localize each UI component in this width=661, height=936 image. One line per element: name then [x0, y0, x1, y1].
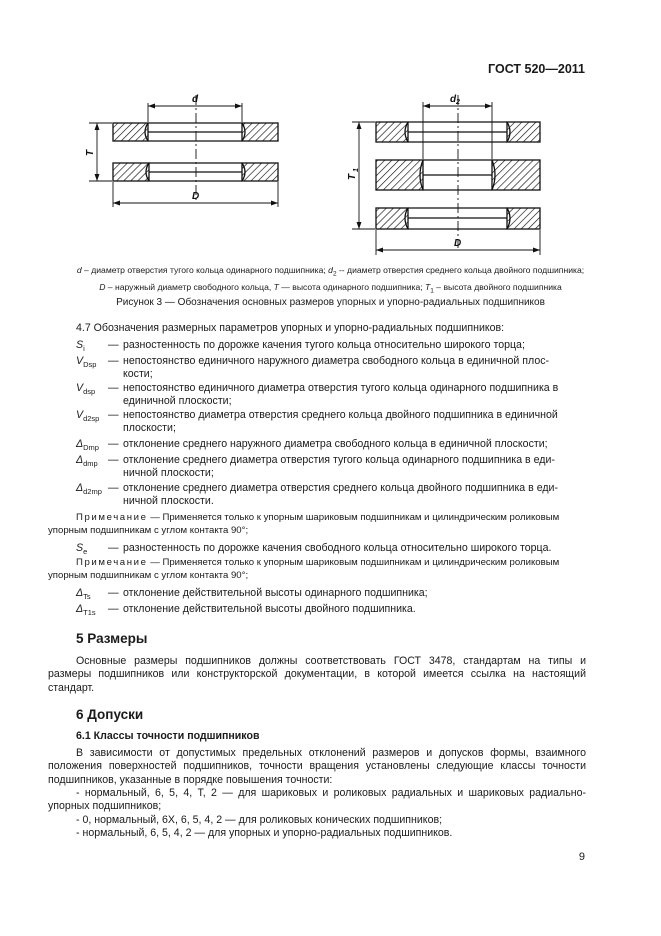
- label-T1: T: [347, 173, 358, 180]
- single-bearing-drawing: [89, 95, 278, 207]
- note-1: Примечание — Применяется только к упорным шариковым подшипникам и цилиндрическим роликовым: [76, 512, 560, 523]
- list-item: - 0, нормальный, 6X, 6, 5, 4, 2 — для роликовых конических подшипников;: [76, 813, 443, 826]
- note-1-cont: упорным подшипникам с углом контакта 90°;: [48, 525, 249, 536]
- section-6-1-heading: 6.1 Классы точности подшипников: [76, 730, 260, 742]
- label-d2-sub: 2: [456, 99, 460, 106]
- note-2-cont: упорным подшипникам с углом контакта 90°;: [48, 570, 249, 581]
- section-5-heading: 5 Размеры: [76, 631, 148, 646]
- section-4-7-intro: 4.7 Обозначения размерных параметров упорных и упорно-радиальных подшипников:: [76, 322, 505, 334]
- page-number: 9: [578, 851, 585, 863]
- figure-3-drawing: [0, 0, 661, 262]
- section-5-paragraph: Основные размеры подшипников должны соответствовать ГОСТ 3478, стандартам на типы и размеры подшипников или конструкторской документации, в которой имеется ссылка на настоящий стандарт.: [48, 655, 586, 694]
- label-d: d: [192, 94, 199, 105]
- standard-header: ГОСТ 520—2011: [488, 62, 585, 76]
- list-item: - нормальный, 6, 5, 4, 2 — для упорных и упорно-радиальных подшипников.: [76, 826, 453, 839]
- label-d2: d: [450, 94, 457, 105]
- section-6-1-paragraph: В зависимости от допустимых предельных отклонений размеров и допусков формы, взаимного положения поверхностей подшипников, точности вращения установлены следующие классы точности подшипников, указанные в порядке повышения точности:: [48, 747, 586, 786]
- list-item-cont: упорных подшипников;: [48, 800, 162, 813]
- label-T: T: [85, 149, 96, 156]
- note-2: Примечание — Применяется только к упорным шариковым подшипникам и цилиндрическим роликовым: [76, 557, 560, 568]
- accuracy-classes-list: [48, 787, 586, 840]
- figure-legend: [40, 264, 621, 297]
- label-D-right: D: [454, 238, 462, 249]
- list-item: - нормальный, 6, 5, 4, T, 2 — для шариковых и роликовых радиальных и шариковых радиально-: [76, 787, 586, 799]
- section-6-heading: 6 Допуски: [76, 707, 144, 722]
- legend-line-1: d – диаметр отверстия тугого кольца одинарного подшипника; $d_2$ -- диаметр отверстия среднего кольца двойного подшипника;: [76, 265, 585, 278]
- figure-caption: Рисунок 3 — Обозначения основных размеров упорных и упорно-радиальных подшипников: [116, 297, 545, 308]
- legend-line-2: D – наружный диаметр свободного кольца, T — высота одинарного подшипника; $T_1$ – высота двойного подшипника: [99, 281, 562, 295]
- double-bearing-drawing: [352, 95, 540, 255]
- label-T1-sub: 1: [353, 168, 360, 172]
- label-D-left: D: [192, 191, 200, 202]
